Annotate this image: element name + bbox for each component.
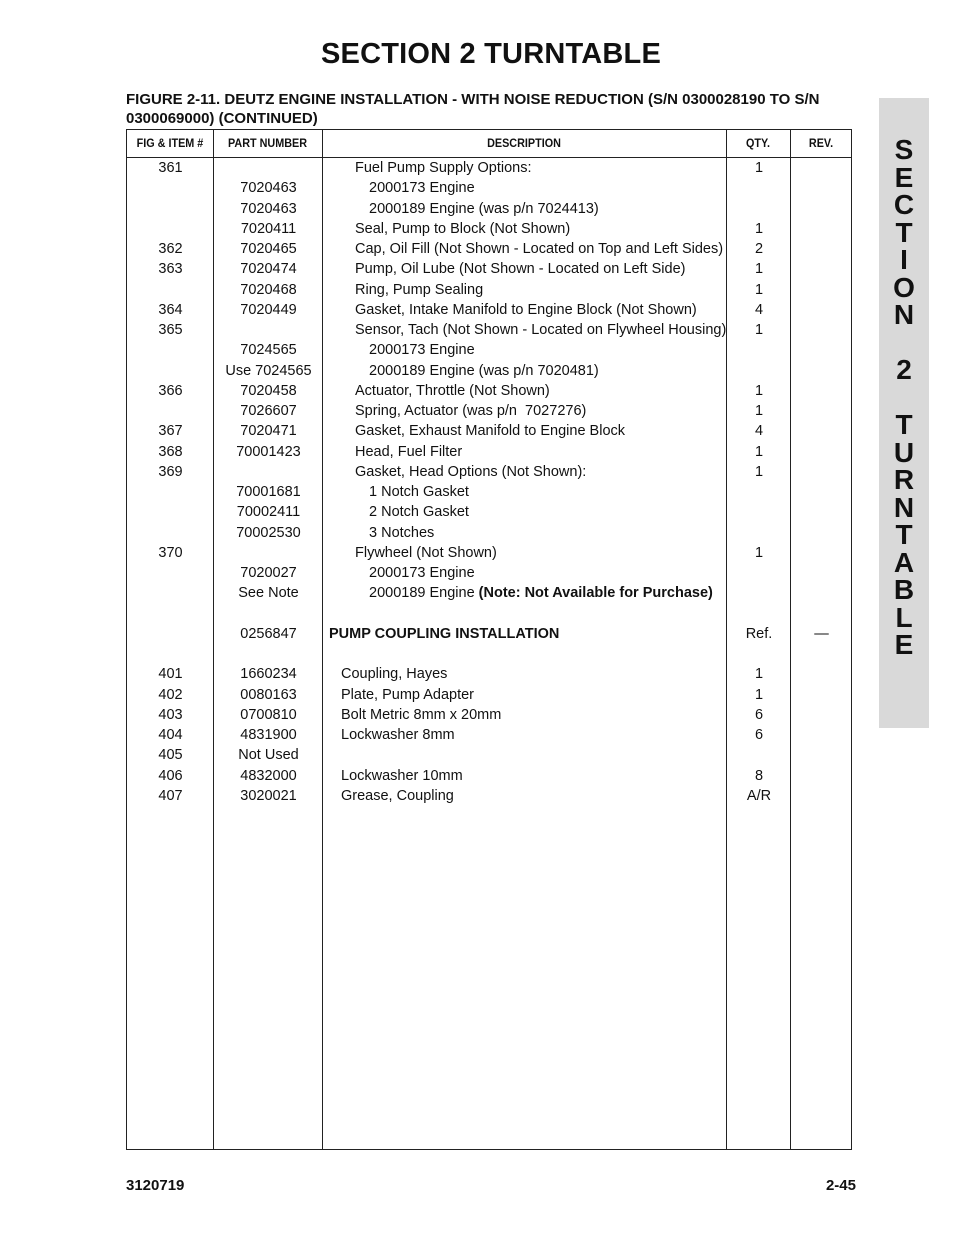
quantity: Ref. (745, 625, 773, 642)
item-number: 370 (158, 544, 183, 561)
side-tab-letter: 2 (896, 354, 912, 385)
quantity: 8 (754, 767, 764, 784)
item-number: 363 (158, 261, 183, 278)
description (323, 381, 759, 401)
header-fig-item: FIG & ITEM # (136, 136, 204, 150)
description (323, 482, 773, 502)
table-row (127, 644, 851, 664)
table-row (127, 583, 851, 603)
description-text: Seal, Pump to Block (Not Shown) (355, 220, 571, 237)
description-text: 2000189 Engine (was p/n 7020481) (369, 362, 599, 379)
table-row (127, 340, 851, 360)
description-text: Sensor, Tach (Not Shown - Located on Flywheel Housing) (355, 322, 727, 338)
quantity: A/R (746, 787, 772, 804)
table-row (127, 199, 851, 219)
description (323, 199, 773, 219)
description-text: Cap, Oil Fill (Not Shown - Located on Top and Left Sides) (355, 241, 724, 257)
description-text: 2000189 Engine (369, 585, 479, 602)
quantity: 1 (754, 220, 764, 237)
description-text: Lockwasher 8mm (341, 727, 455, 743)
side-tab-letter (879, 329, 929, 357)
table-row (127, 685, 851, 705)
quantity: 1 (754, 443, 764, 460)
table-row (127, 563, 851, 583)
quantity: 1 (754, 544, 764, 561)
header-part-number: PART NUMBER (227, 136, 308, 150)
side-tab-letter: L (895, 601, 913, 633)
description (323, 685, 745, 705)
description (323, 583, 773, 603)
description-text: Actuator, Throttle (Not Shown) (355, 382, 550, 399)
description (323, 320, 759, 340)
quantity: 4 (754, 423, 764, 440)
table-row (127, 725, 851, 745)
section-side-tab (879, 98, 929, 728)
description (323, 624, 733, 644)
description-text: 1 Notch Gasket (369, 484, 469, 500)
side-tab-letter: O (893, 271, 915, 303)
table-row (127, 361, 851, 381)
description-text: Plate, Pump Adapter (341, 686, 474, 703)
part-number: 1660234 (240, 666, 297, 683)
table-row (127, 178, 851, 198)
section-title: SECTION 2 TURNTABLE (321, 38, 661, 70)
quantity: 1 (754, 160, 764, 176)
quantity: 1 (754, 322, 764, 338)
part-number: See Note (238, 585, 299, 602)
part-number: 7020474 (240, 261, 297, 278)
table-row (127, 523, 851, 543)
table-row (127, 259, 851, 279)
part-number: 70002411 (236, 504, 301, 521)
part-number: 4831900 (240, 727, 297, 743)
table-row (127, 502, 851, 522)
item-number: 404 (158, 727, 183, 743)
quantity: 1 (754, 281, 764, 298)
part-number: 70001681 (236, 484, 301, 500)
part-number: Not Used (238, 747, 299, 764)
description (323, 502, 773, 522)
item-number: 364 (158, 301, 183, 318)
part-number: 7026607 (240, 403, 297, 419)
description-text: 2000173 Engine (369, 565, 475, 581)
side-tab-letter: A (893, 546, 915, 578)
part-number: 7020465 (240, 241, 297, 257)
description (323, 462, 759, 482)
part-number: 7020468 (240, 281, 297, 298)
table-row (127, 543, 851, 563)
side-tab-letter: T (895, 519, 913, 550)
item-number: 369 (158, 463, 183, 480)
part-number: 7020463 (240, 180, 297, 197)
description (323, 361, 773, 381)
figure-caption: FIGURE 2-11. DEUTZ ENGINE INSTALLATION - WITH NOISE REDUCTION (S/N 0300028190 TO S/N 0300069000) (CONTINUED) (126, 91, 820, 127)
description-text: Gasket, Exhaust Manifold to Engine Block (355, 423, 626, 440)
description (323, 786, 745, 806)
description (323, 300, 759, 320)
document-number: 3120719 (126, 1177, 185, 1194)
item-number: 401 (158, 666, 183, 683)
description (323, 725, 745, 745)
part-number: 0700810 (240, 706, 297, 723)
part-number: 7020449 (240, 301, 297, 318)
table-row (127, 766, 851, 786)
item-number: 366 (158, 382, 183, 399)
item-number: 407 (158, 787, 183, 804)
table-row (127, 745, 851, 765)
quantity: 1 (754, 463, 764, 480)
part-number: 7020471 (240, 423, 297, 440)
table-row (127, 239, 851, 259)
header-qty: QTY. (745, 136, 770, 150)
quantity: 2 (754, 241, 764, 257)
table-row (127, 664, 851, 684)
table-row (127, 604, 851, 624)
side-tab-letter: N (893, 299, 915, 330)
description (323, 401, 759, 421)
table-row (127, 442, 851, 462)
side-tab-letter (879, 384, 929, 412)
quantity: 1 (754, 666, 764, 683)
description-text: Fuel Pump Supply Options: (355, 160, 532, 176)
description (323, 421, 759, 441)
side-tab-letter: B (893, 574, 915, 605)
description-bold-text: PUMP COUPLING INSTALLATION (329, 625, 560, 642)
quantity: 1 (754, 261, 764, 278)
description-text: 3 Notches (369, 524, 435, 541)
quantity: 1 (754, 686, 764, 703)
part-number: 0080163 (240, 686, 297, 703)
description (323, 340, 773, 360)
item-number: 403 (158, 706, 183, 723)
table-row (127, 705, 851, 725)
quantity: 1 (754, 403, 764, 419)
description-text: Pump, Oil Lube (Not Shown - Located on Left Side) (355, 261, 686, 278)
part-number: 3020021 (240, 787, 297, 804)
item-number: 362 (158, 241, 183, 257)
description-bold-text: (Note: Not Available for Purchase) (478, 585, 713, 602)
quantity: 4 (754, 301, 764, 318)
description-text: 2000173 Engine (369, 180, 475, 197)
item-number: 368 (158, 443, 183, 460)
item-number: 365 (158, 322, 183, 338)
table-row (127, 158, 851, 178)
part-number: 7020458 (240, 382, 297, 399)
side-tab-letter: E (894, 629, 914, 660)
description-text: Gasket, Head Options (Not Shown): (355, 463, 587, 480)
description-text: Lockwasher 10mm (341, 767, 463, 784)
part-number: Use 7024565 (225, 362, 312, 379)
description (323, 280, 759, 300)
side-tab-letter: N (893, 491, 915, 523)
description (323, 442, 759, 462)
part-number: 7024565 (240, 342, 297, 359)
description-text: Coupling, Hayes (341, 666, 448, 683)
table-row (127, 462, 851, 482)
parts-table (126, 129, 852, 1150)
description (323, 523, 773, 543)
description (323, 705, 745, 725)
part-number: 7020463 (240, 200, 297, 217)
table-row (127, 219, 851, 239)
table-row (127, 624, 851, 644)
part-number: 0256847 (240, 625, 297, 642)
description-text: Spring, Actuator (was p/n 7027276) (355, 403, 587, 419)
description-text: Gasket, Intake Manifold to Engine Block (Not Shown) (355, 301, 697, 318)
header-description: DESCRIPTION (487, 136, 561, 150)
description (323, 563, 773, 583)
description (323, 664, 745, 684)
part-number: 7020411 (240, 220, 297, 237)
page-number: 2-45 (825, 1177, 856, 1194)
quantity: 6 (754, 706, 764, 723)
description-text: Ring, Pump Sealing (355, 281, 484, 298)
description-text: 2000173 Engine (369, 342, 475, 359)
description-text: 2 Notch Gasket (369, 504, 469, 521)
description (323, 239, 759, 259)
part-number: 70002530 (236, 524, 301, 541)
side-tab-letter: E (894, 161, 914, 193)
description (323, 259, 759, 279)
description-text: Flywheel (Not Shown) (355, 544, 497, 561)
header-rev: REV. (808, 136, 834, 150)
item-number: 406 (158, 767, 183, 784)
description (323, 766, 745, 786)
description (323, 219, 759, 239)
side-tab-letter: R (893, 464, 915, 495)
side-tab-letter: U (893, 436, 915, 468)
item-number: 367 (158, 423, 183, 440)
quantity: 1 (754, 382, 764, 399)
quantity: 6 (754, 727, 764, 743)
table-row (127, 786, 851, 806)
part-number: 70001423 (236, 443, 301, 460)
table-row (127, 300, 851, 320)
description-text: Grease, Coupling (341, 787, 454, 804)
table-row (127, 401, 851, 421)
item-number: 402 (158, 686, 183, 703)
part-number: 4832000 (240, 767, 297, 784)
table-header (127, 130, 851, 158)
description (323, 543, 759, 563)
item-number: 361 (158, 160, 183, 176)
table-row (127, 280, 851, 300)
description-text: Head, Fuel Filter (355, 443, 463, 460)
side-tab-letter: S (894, 134, 914, 165)
description (323, 158, 759, 178)
side-tab-letter: T (895, 409, 913, 440)
part-number: 7020027 (240, 565, 297, 581)
table-body (127, 158, 851, 806)
table-row (127, 320, 851, 340)
table-row (127, 421, 851, 441)
description-text: 2000189 Engine (was p/n 7024413) (369, 200, 599, 217)
item-number: 405 (158, 747, 183, 764)
side-tab-letter: I (900, 244, 908, 275)
table-row (127, 482, 851, 502)
side-tab-letter: C (893, 189, 915, 220)
revision: — (814, 625, 829, 642)
description-text: Bolt Metric 8mm x 20mm (341, 706, 502, 723)
table-row (127, 381, 851, 401)
side-tab-letter: T (895, 216, 913, 248)
description (323, 178, 773, 198)
